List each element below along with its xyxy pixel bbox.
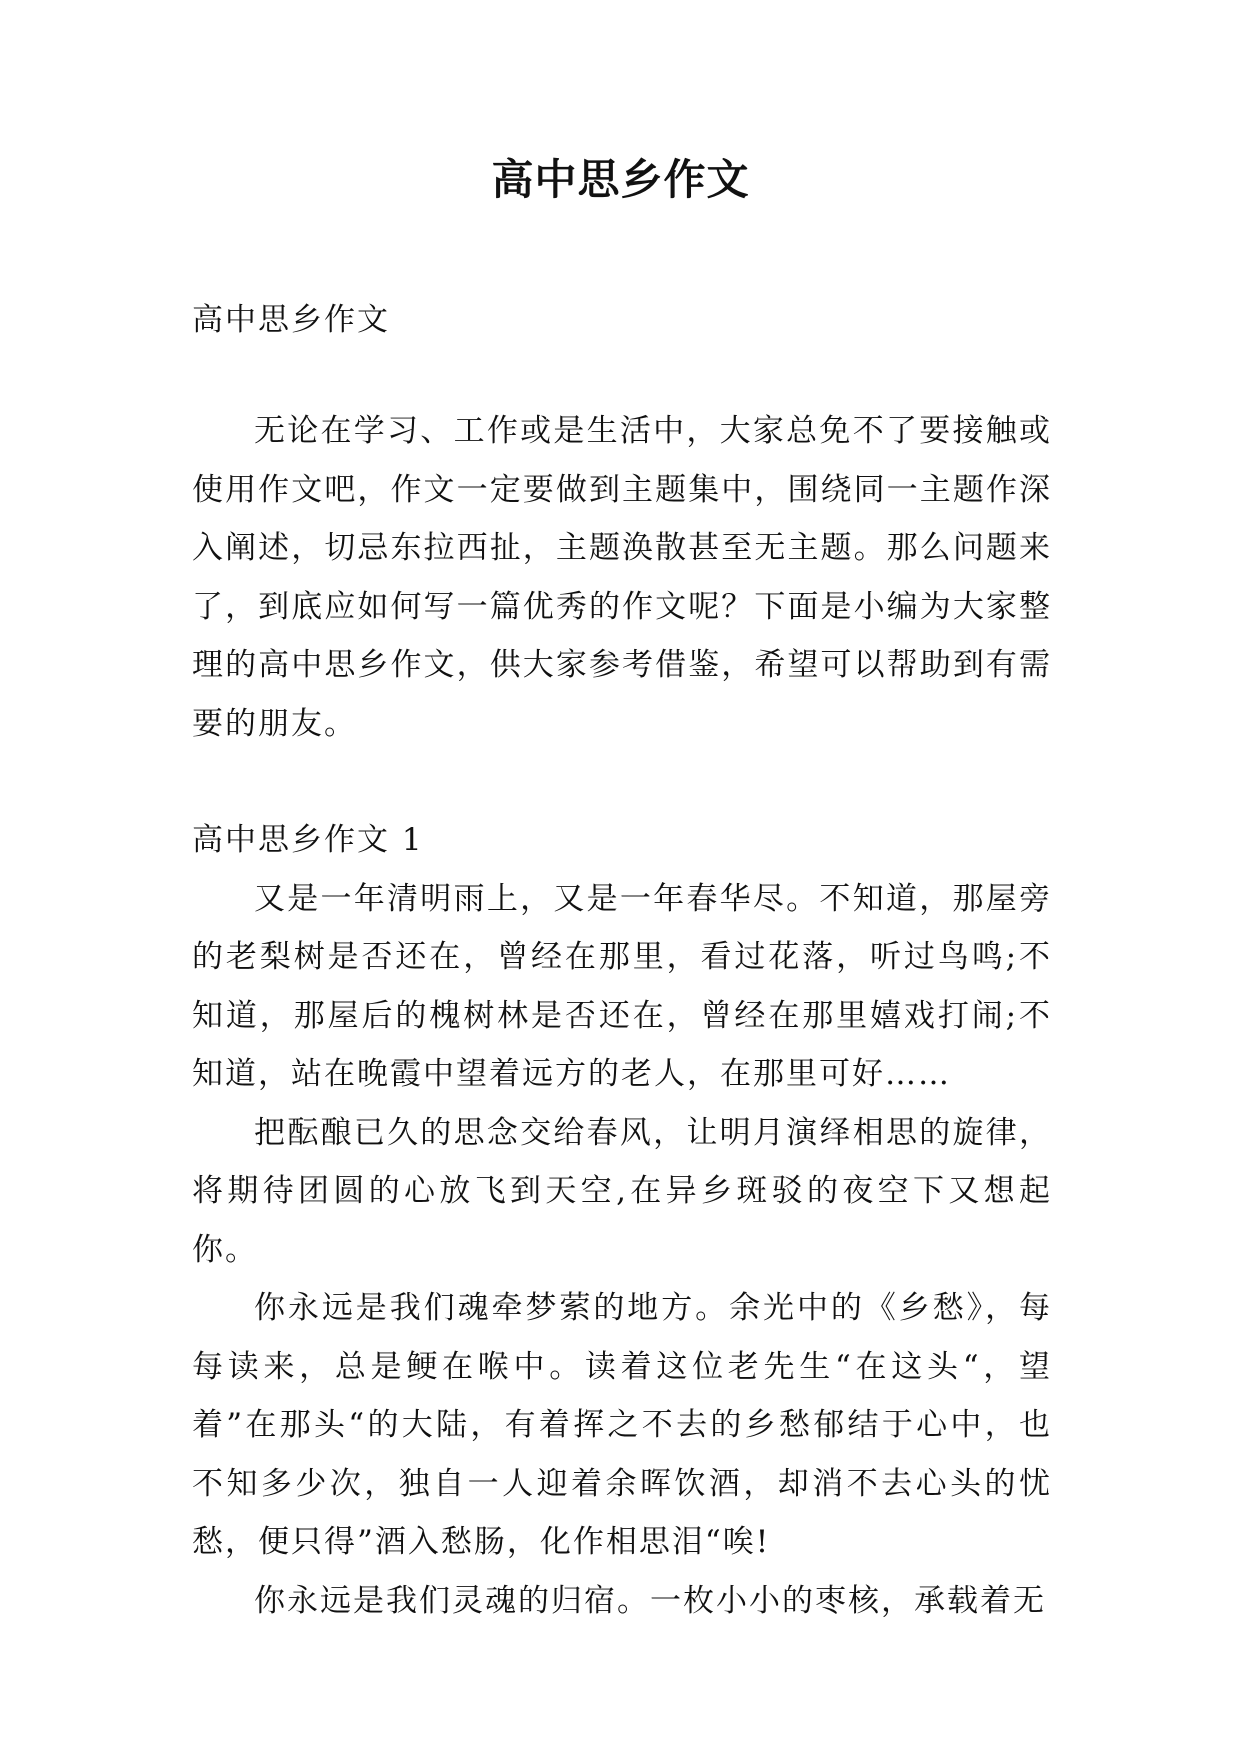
document-body — [192, 290, 1052, 1630]
body-paragraph: 又是一年清明雨上，又是一年春华尽。不知道，那屋旁的老梨树是否还在，曾经在那里，看过花落，听过鸟鸣;不知道，那屋后的槐树林是否还在，曾经在那里嬉戏打闹;不知道，站在晚霞中望着远方的老人，在那里可好…… — [192, 880, 1052, 1092]
body-paragraph: 你永远是我们灵魂的归宿。一枚小小的枣核，承载着无 — [254, 1582, 1046, 1619]
document-title: 高中思乡作文 — [491, 155, 750, 204]
document-subtitle: 高中思乡作文 — [192, 302, 390, 338]
body-paragraph: 把酝酿已久的思念交给春风，让明月演绎相思的旋律，将期待团圆的心放飞到天空,在异乡斑驳的夜空下又想起你。 — [192, 1114, 1052, 1268]
spacer — [192, 753, 1052, 811]
spacer — [192, 350, 1052, 402]
intro-paragraph: 无论在学习、工作或是生活中，大家总免不了要接触或使用作文吧，作文一定要做到主题集中，围绕同一主题作深入阐述，切忌东拉西扯，主题涣散甚至无主题。那么问题来了，到底应如何写一篇优秀的作文呢？下面是小编为大家整理的高中思乡作文，供大家参考借鉴，希望可以帮助到有需要的朋友。 — [192, 413, 1052, 742]
section-heading: 高中思乡作文 1 — [192, 822, 424, 858]
body-paragraph: 你永远是我们魂牵梦萦的地方。余光中的《乡愁》，每每读来，总是鲠在喉中。读着这位老先生“在这头“，望着”在那头“的大陆，有着挥之不去的乡愁郁结于心中，也不知多少次，独自一人迎着余晖饮酒，却消不去心头的忧愁，便只得”酒入愁肠，化作相思泪“唉! — [192, 1290, 1052, 1560]
